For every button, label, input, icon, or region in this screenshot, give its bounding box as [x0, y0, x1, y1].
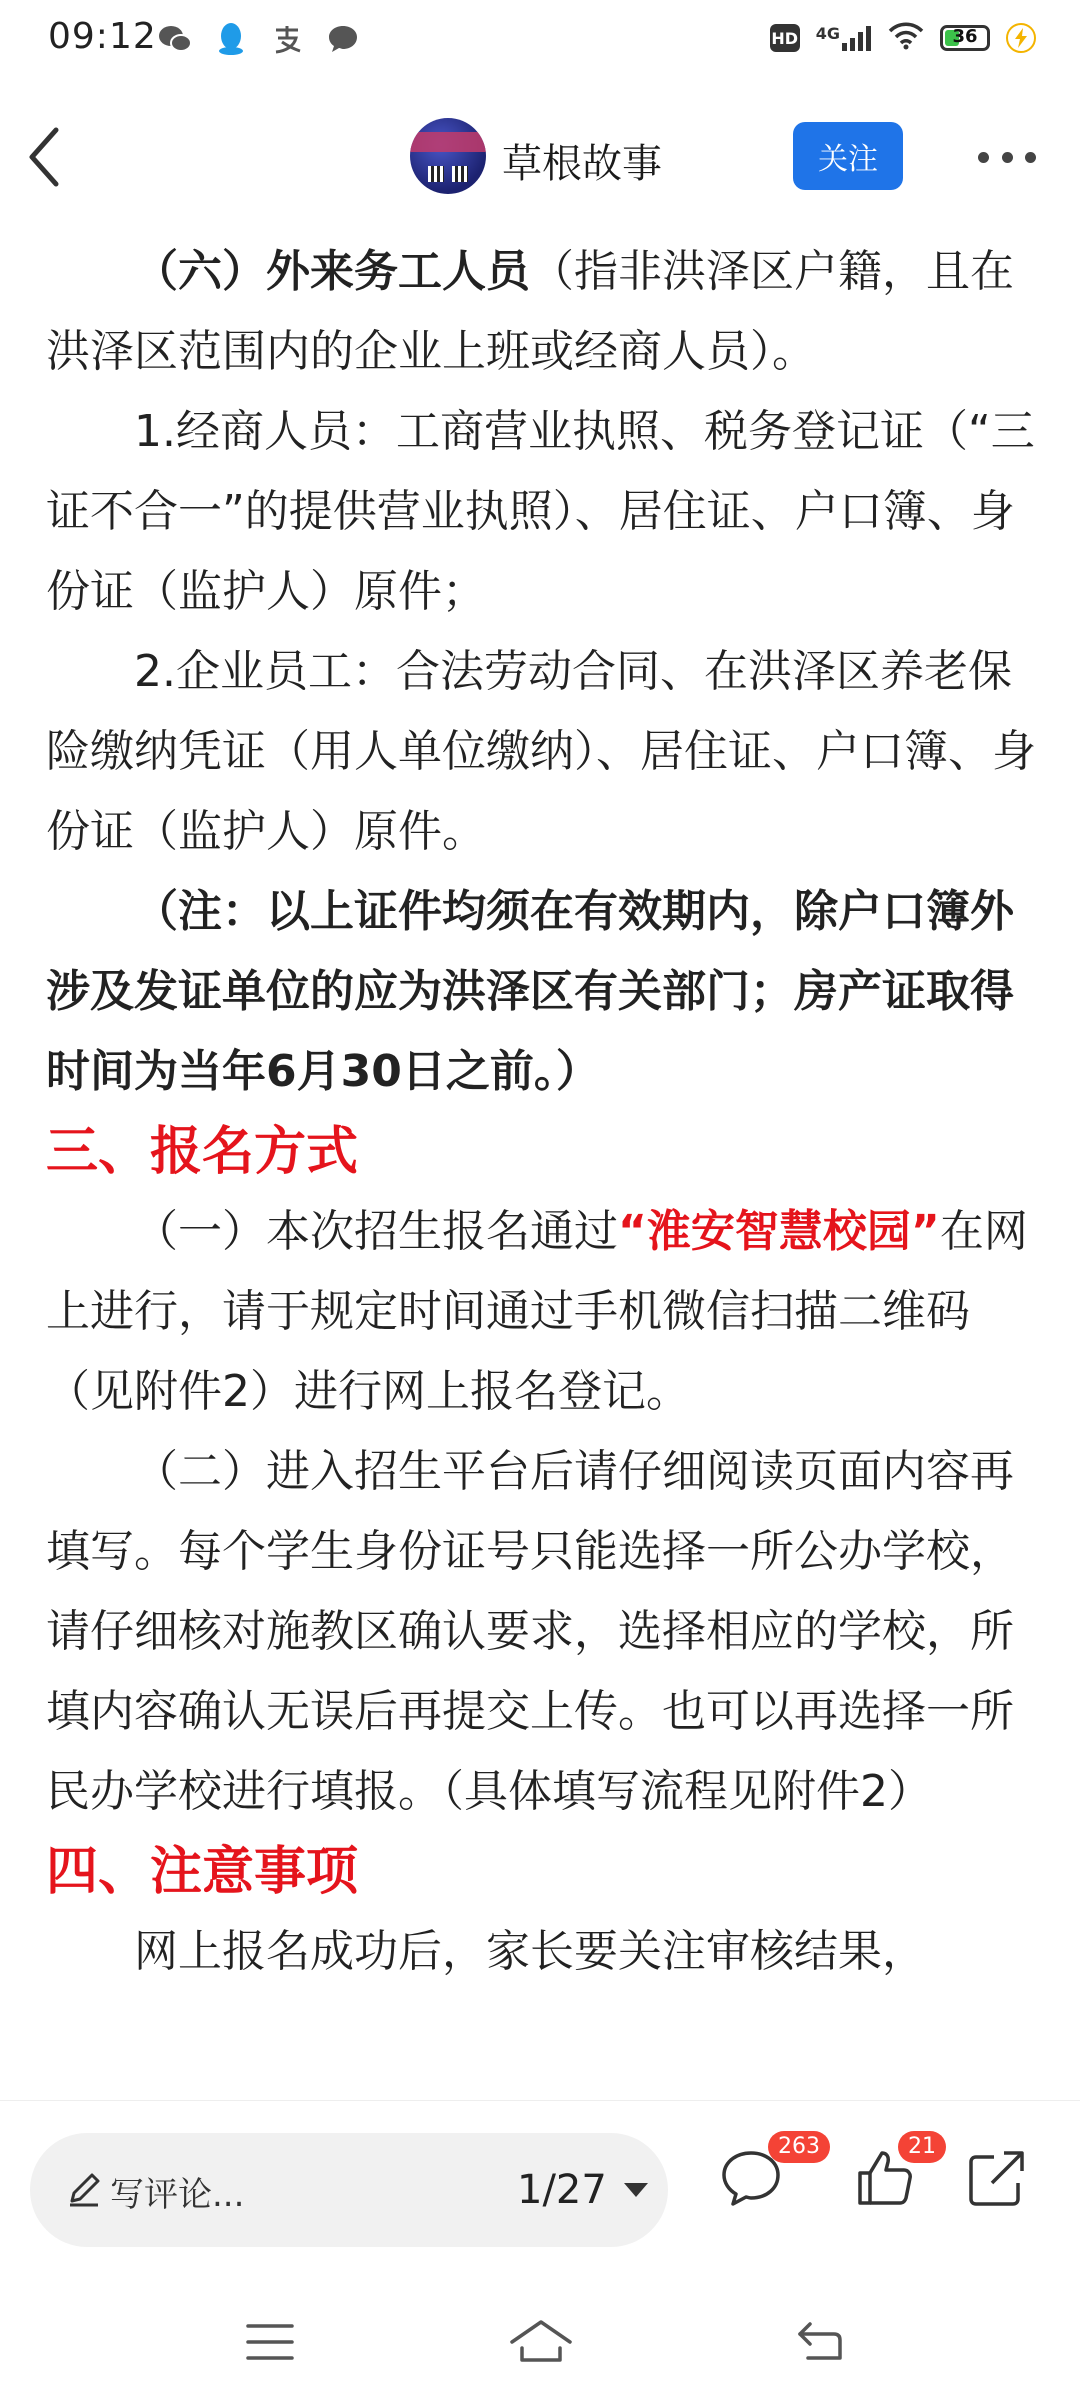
back-nav-button[interactable]: [788, 2312, 852, 2372]
battery-icon: [940, 25, 990, 51]
article-content: [46, 232, 1040, 2100]
avatar-banner: [410, 132, 486, 152]
avatar[interactable]: [410, 118, 486, 194]
paragraph: （二）进入招生平台后请仔细阅读页面内容再填写。每个学生身份证号只能选择一所公办学校，请仔细核对施教区确认要求，选择相应的学校，所填内容确认无误后再提交上传。也可以再选择一所民办学校进行填报。（具体填写流程见附件2）: [46, 1446, 1014, 1817]
battery-percent: 36: [952, 26, 978, 47]
share-button[interactable]: [962, 2143, 1032, 2213]
pencil-icon: [64, 2169, 104, 2209]
charging-icon: [1006, 23, 1036, 53]
dot-icon: [1025, 152, 1036, 163]
paragraph-text: （一）本次招生报名通过: [134, 1206, 618, 1257]
back-button[interactable]: [24, 122, 70, 192]
home-icon: [506, 2312, 576, 2372]
hd-badge: HD: [770, 24, 800, 52]
like-count-badge: 21: [898, 2131, 946, 2163]
system-indicators: [770, 22, 1036, 54]
message-icon: [326, 22, 360, 56]
qr-code-icon: [428, 166, 444, 182]
more-options-button[interactable]: [978, 142, 1036, 172]
comment-placeholder: 写评论...: [110, 2175, 245, 2215]
chevron-left-icon: [24, 122, 70, 192]
notification-icons: [158, 22, 360, 56]
bottom-action-bar: [0, 2100, 1080, 2277]
paragraph: 网上报名成功后，家长要关注审核结果，: [134, 1926, 926, 1977]
comment-count-badge: 263: [768, 2131, 830, 2163]
signal-icon: [816, 25, 872, 51]
paragraph: [46, 1192, 1040, 1432]
share-icon: [962, 2143, 1032, 2213]
dot-icon: [1002, 152, 1013, 163]
back-arrow-icon: [788, 2312, 852, 2372]
follow-button[interactable]: 关注: [793, 122, 903, 190]
page-indicator[interactable]: 1/27: [517, 2167, 607, 2213]
home-button[interactable]: [506, 2312, 576, 2372]
paragraph: 1.经商人员：工商营业执照、税务登记证（“三证不合一”的提供营业执照）、居住证、户口簿、身份证（监护人）原件；: [46, 406, 1035, 617]
section-heading: 四、注意事项: [46, 1842, 359, 1902]
section-heading: 三、报名方式: [46, 1122, 359, 1182]
wifi-icon: [888, 22, 924, 54]
paragraph-heading: （六）外来务工人员: [134, 246, 530, 297]
paragraph-text: （指非洪泽区户籍，且在洪泽区范围内的企业上班或经商人员）。: [46, 246, 1014, 377]
qr-code-icon: [452, 166, 468, 182]
status-bar: [0, 0, 1080, 84]
menu-icon: [238, 2312, 302, 2372]
menu-button[interactable]: [238, 2312, 302, 2372]
dot-icon: [978, 152, 989, 163]
comment-input[interactable]: [30, 2133, 668, 2247]
wechat-icon: [158, 22, 192, 56]
paragraph-text: 在网上进行，请于规定时间通过手机微信扫描二维码（见附件2）进行网上报名登记。: [46, 1206, 1028, 1417]
highlighted-platform-name: “淮安智慧校园”: [618, 1206, 940, 1257]
status-time: 09:12: [48, 16, 157, 57]
account-name[interactable]: 草根故事: [502, 141, 662, 187]
note-paragraph: （注：以上证件均须在有效期内，除户口簿外涉及发证单位的应为洪泽区有关部门；房产证取得时间为当年6月30日之前。）: [46, 886, 1014, 1097]
network-type: 4G: [815, 24, 840, 43]
alipay-icon: [270, 22, 304, 56]
paragraph: [46, 232, 1040, 392]
top-nav-bar: [0, 84, 1080, 232]
caret-down-icon[interactable]: [624, 2183, 648, 2197]
qq-icon: [214, 22, 248, 56]
paragraph: 2.企业员工：合法劳动合同、在洪泽区养老保险缴纳凭证（用人单位缴纳）、居住证、户口簿、身份证（监护人）原件。: [46, 646, 1036, 857]
system-navigation-bar: [0, 2276, 1080, 2408]
